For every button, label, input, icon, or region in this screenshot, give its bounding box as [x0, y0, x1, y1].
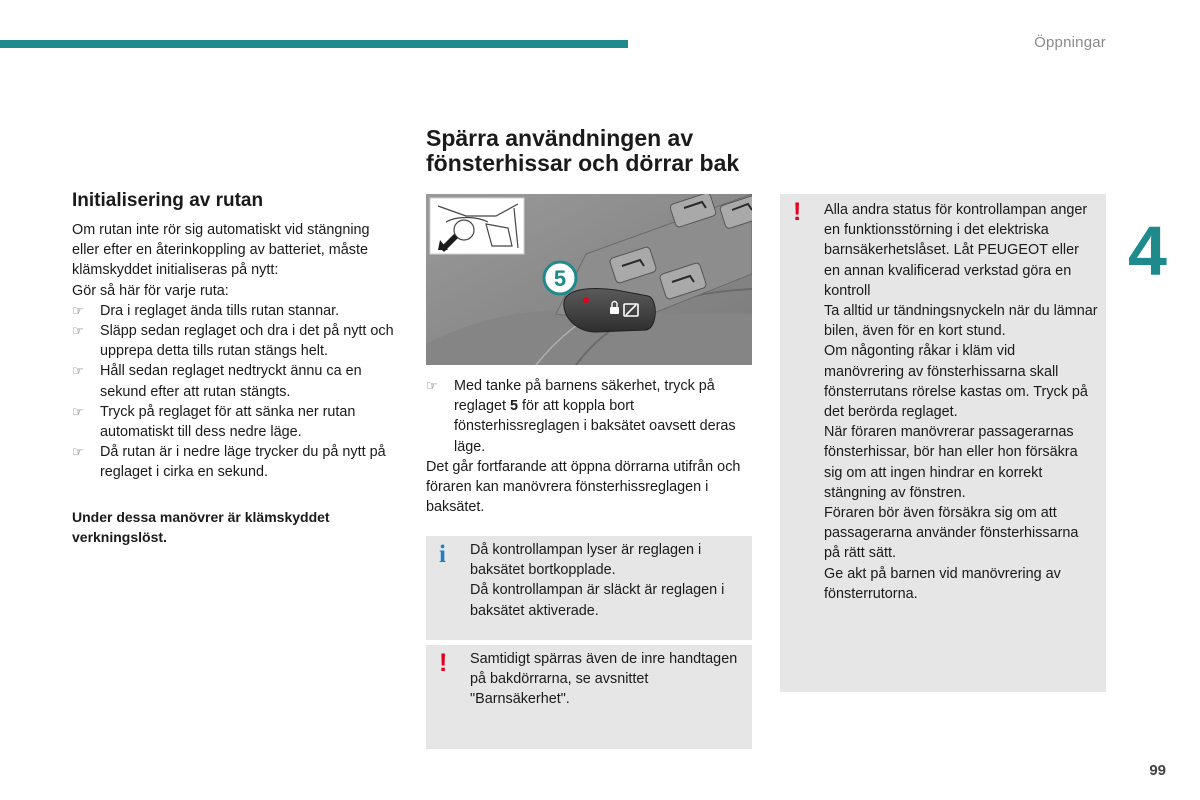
- warning-paragraph: Alla andra status för kontrollampan anger en funktionsstörning i det elektriska barnsäkerhetslåset. Låt PEUGEOT eller en annan kvalificerad verkstad göra en kontroll: [824, 202, 1088, 299]
- initialisering-intro: Om rutan inte rör sig automatiskt vid stängning eller efter en återinkoppling av batteriet, måste klämskyddet initialiseras på nytt:: [72, 222, 370, 279]
- list-item: ☞ Släpp sedan reglaget och dra i det på nytt och upprepa detta tills rutan stängs helt.: [72, 323, 394, 360]
- pointing-hand-icon: ☞: [72, 444, 84, 460]
- pointing-hand-icon: ☞: [72, 403, 84, 419]
- info-line: Då kontrollampan är släckt är reglagen i baksätet aktiverade.: [470, 582, 725, 619]
- list-item: ☞ Då rutan är i nedre läge trycker du på nytt på reglaget i cirka en sekund.: [72, 444, 386, 481]
- pointing-hand-icon: ☞: [72, 363, 84, 379]
- list-item: ☞ Med tanke på barnens säkerhet, tryck på reglaget 5 för att koppla bort fönsterhissreglagen i baksätet oavsett deras läge.: [426, 378, 736, 455]
- pointing-hand-icon: ☞: [72, 323, 84, 339]
- warning-paragraph: Om någonting råkar i kläm vid manövrering av fönsterhissarna skall fönsterrutans rörelse kastas om. Tryck på det berörda reglaget.: [824, 343, 1088, 421]
- pointing-hand-icon: ☞: [426, 378, 438, 393]
- list-item: ☞ Dra i reglaget ända tills rutan stannar.: [72, 301, 394, 321]
- warning-text: Samtidigt spärras även de inre handtagen på bakdörrarna, se avsnittet "Barnsäkerhet".: [470, 651, 738, 708]
- exclamation-icon: !: [793, 198, 802, 226]
- warning-paragraph: Ta alltid ur tändningsnyckeln när du lämnar bilen, även för en kort stund.: [824, 303, 1098, 340]
- initialisering-note: Under dessa manövrer är klämskyddet verkningslöst.: [72, 508, 330, 545]
- column-initialisering: [72, 190, 394, 547]
- warning-paragraph: Ge akt på barnen vid manövrering av fönsterrutorna.: [824, 565, 1061, 602]
- info-line: Då kontrollampan lyser är reglagen i baksätet bortkopplade.: [470, 542, 702, 579]
- list-item: ☞ Tryck på reglaget för att sänka ner rutan automatiskt till dess nedre läge.: [72, 403, 356, 441]
- sparra-steps: [426, 376, 756, 457]
- info-box: [426, 536, 752, 640]
- door-panel-image: [426, 194, 752, 365]
- warning-box-safety: [780, 194, 1106, 692]
- column-sparra-body: [426, 376, 756, 517]
- warning-paragraph: Föraren bör även försäkra sig om att passagerarna använder fönsterhissarna på rätt sätt.: [824, 505, 1079, 562]
- initialisering-steps: [72, 301, 394, 483]
- initialisering-heading: Initialisering av rutan: [72, 190, 264, 211]
- warning-box-handles: [426, 645, 752, 749]
- pointing-hand-icon: ☞: [72, 302, 84, 318]
- exclamation-icon: !: [439, 649, 448, 677]
- sparra-paragraph: Det går fortfarande att öppna dörrarna utifrån och föraren kan manövrera fönsterhissreglagen i baksätet.: [426, 458, 741, 516]
- chapter-number: 4: [1128, 212, 1167, 290]
- info-icon: i: [439, 541, 446, 568]
- section-title: Öppningar: [1034, 34, 1106, 51]
- header-accent-bar: [0, 40, 628, 48]
- warning-paragraph: När föraren manövrerar passagerarnas fönsterhissar, bör han eller hon försäkra sig om att ingen hindrar en korrekt stängning av fönstren.: [824, 424, 1078, 501]
- sparra-heading: Spärra användningen av fönsterhissar och dörrar bak: [426, 125, 740, 176]
- window-switch-illustration: [426, 194, 752, 365]
- page-number: 99: [1149, 762, 1166, 779]
- initialisering-lead: Gör så här för varje ruta:: [72, 282, 229, 299]
- callout-number: 5: [553, 266, 567, 291]
- list-item: ☞ Håll sedan reglaget nedtryckt ännu ca en sekund efter att rutan stängts.: [72, 363, 362, 400]
